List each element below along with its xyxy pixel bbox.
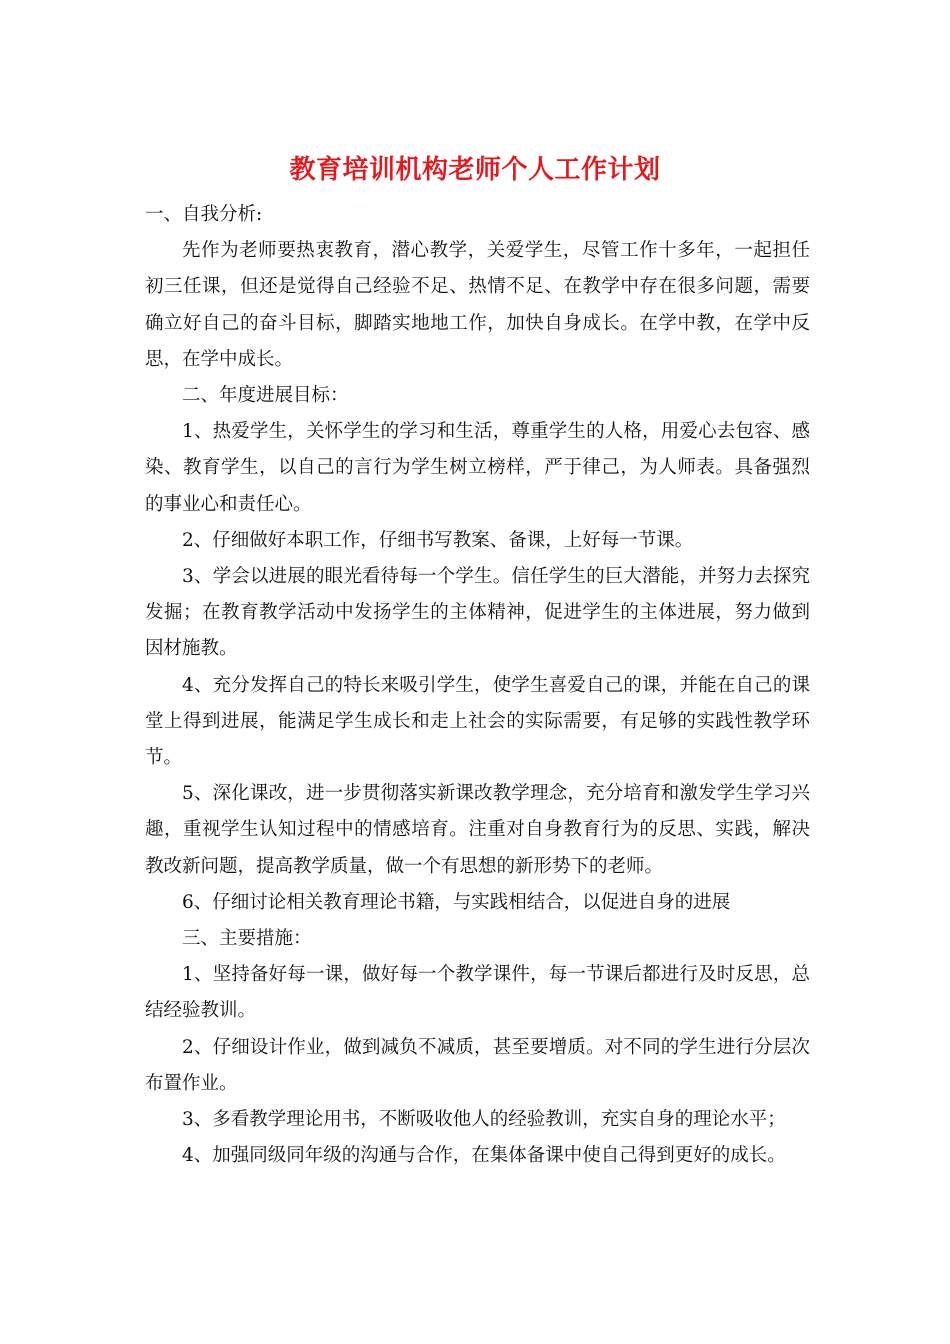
goal-item-2: 2、仔细做好本职工作，仔细书写教案、备课，上好每一节课。	[182, 529, 694, 551]
section-heading-main-measures: 三、主要措施：	[182, 928, 312, 950]
measure-item-1: 1、坚持备好每一课，做好每一个教学课件，每一节课后都进行及时反思，总结经验教训。	[145, 964, 810, 1022]
goal-item-4: 4、充分发挥自己的特长来吸引学生，使学生喜爱自己的课，并能在自己的课堂上得到进展，能满足学生成长和走上社会的实际需要，有足够的实践性教学环节。	[145, 674, 810, 769]
goal-item-3: 3、学会以进展的眼光看待每一个学生。信任学生的巨大潜能，并努力去探究发掘；在教育教学活动中发扬学生的主体精神，促进学生的主体进展，努力做到因材施教。	[145, 566, 810, 660]
goal-item-1: 1、热爱学生，关怀学生的学习和生活，尊重学生的人格，用爱心去包容、感染、教育学生，以自己的言行为学生树立榜样，严于律己，为人师表。具备强烈的事业心和责任心。	[145, 421, 810, 515]
section-heading-self-analysis: 一、自我分析:	[145, 204, 263, 225]
document-title: 教育培训机构老师个人工作计划	[289, 155, 661, 185]
goal-item-5: 5、深化课改，进一步贯彻落实新课改教学理念，充分培育和激发学生学习兴趣，重视学生认知过程中的情感培育。注重对自身教育行为的反思、实践，解决教改新问题，提高教学质量，做一个有思想的新形势下的老师。	[145, 783, 810, 877]
section-heading-annual-goals: 二、年度进展目标：	[182, 385, 349, 407]
document-body	[145, 197, 810, 1174]
measure-item-3: 3、多看教学理论用书，不断吸收他人的经验教训，充实自身的理论水平；	[182, 1109, 786, 1131]
measure-item-2: 2、仔细设计作业，做到减负不减质，甚至要增质。对不同的学生进行分层次布置作业。	[145, 1036, 810, 1094]
paragraph-self-analysis: 先作为老师要热衷教育，潜心教学，关爱学生，尽管工作十多年，一起担任初三任课，但还是觉得自己经验不足、热情不足、在教学中存在很多问题，需要确立好自己的奋斗目标，脚踏实地地工作，加快自身成长。在学中教，在学中反思，在学中成长。	[145, 240, 810, 370]
measure-item-4: 4、加强同级同年级的沟通与合作，在集体备课中使自己得到更好的成长。	[182, 1145, 786, 1167]
goal-item-6: 6、仔细讨论相关教育理论书籍，与实践相结合，以促进自身的进展	[182, 891, 731, 913]
